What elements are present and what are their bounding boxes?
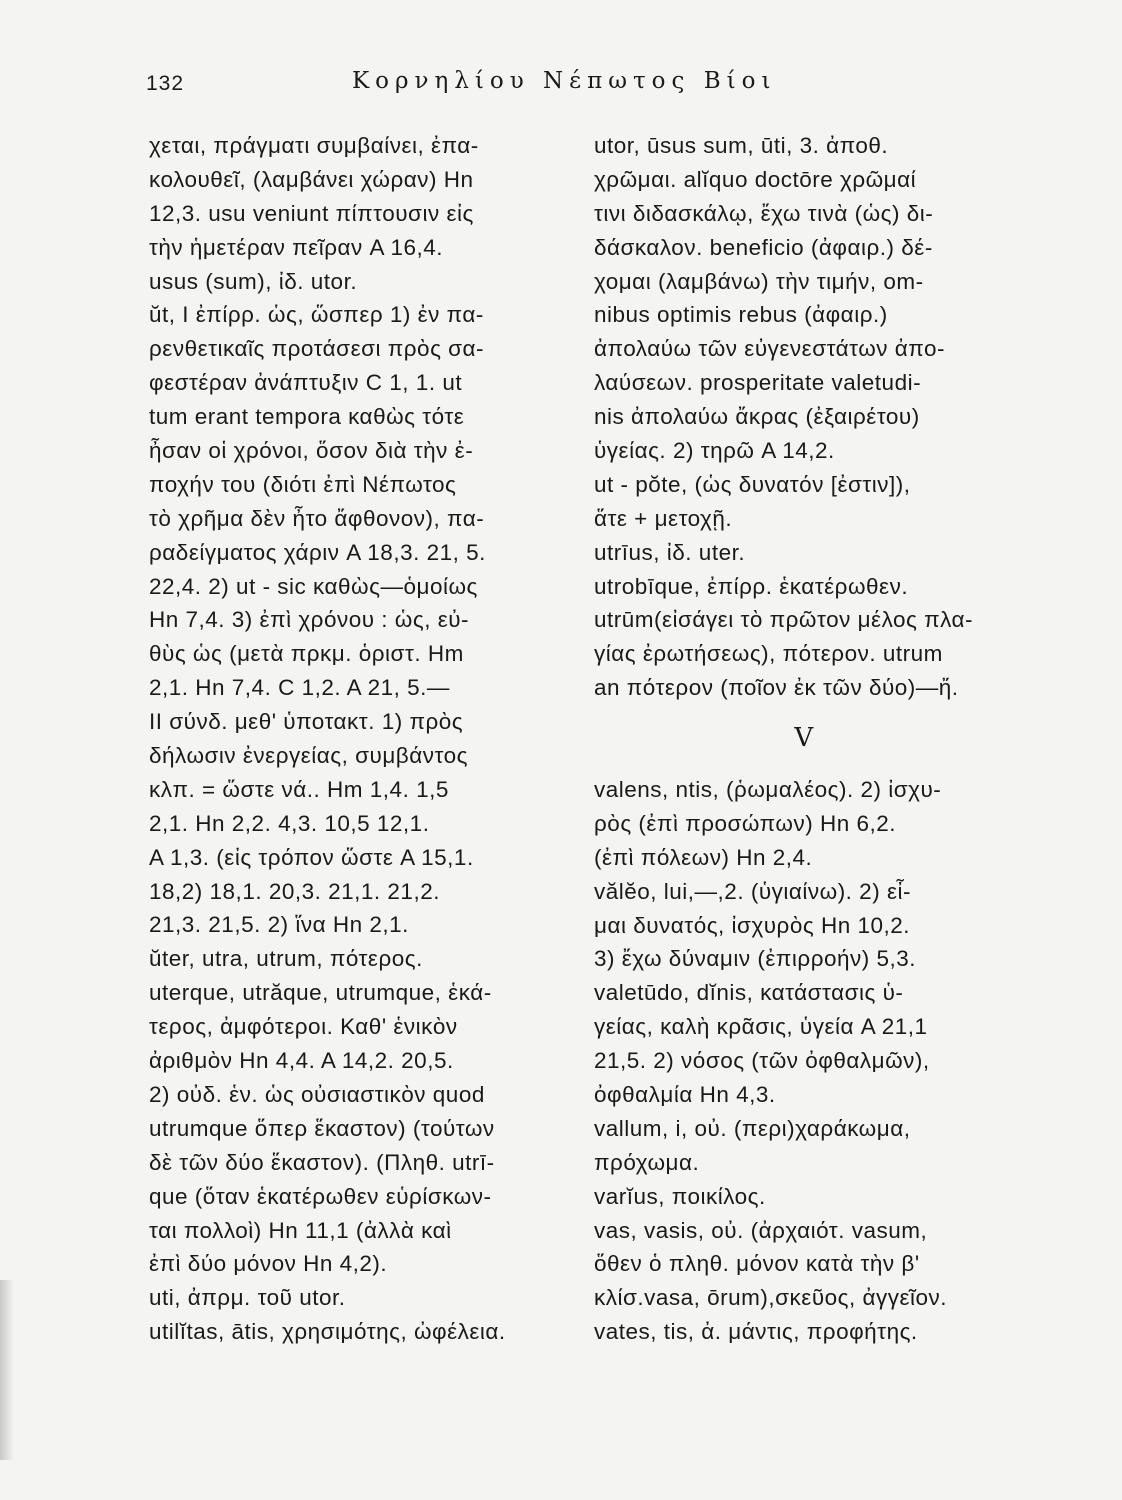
text-line: 2,1. Hn 2,2. 4,3. 10,5 12,1. bbox=[149, 810, 430, 836]
text-line: χεται, πράγματι συμβαίνει, ἐπα- bbox=[149, 133, 479, 158]
text-line: nibus optimis rebus (ἀφαιρ.) bbox=[594, 302, 888, 328]
text-line: ποχήν του (διότι ἐπὶ Νέπωτος bbox=[149, 471, 457, 497]
text-line: 12,3. usu veniunt πίπτουσιν εἰς bbox=[149, 200, 474, 226]
text-line: utrūm(εἰσάγει τὸ πρῶτον μέλος πλα- bbox=[594, 607, 974, 633]
text-line: valens, ntis, (ῥωμαλέος). 2) ἰσχυ- bbox=[594, 776, 942, 802]
text-line: ρενθετικαῖς προτάσεσι πρὸς σα- bbox=[149, 336, 485, 362]
text-line: 22,4. 2) ut - sic καθὼς—ὁμοίως bbox=[149, 573, 478, 599]
text-line: τὴν ἡμετέραν πεῖραν A 16,4. bbox=[149, 234, 444, 260]
text-line: τὸ χρῆμα δὲν ἦτο ἄφθονον), πα- bbox=[149, 505, 485, 531]
left-column bbox=[149, 129, 569, 1349]
text-line: χομαι (λαμβάνω) τὴν τιμήν, om- bbox=[594, 268, 924, 294]
text-line: II σύνδ. μεθ' ὑποτακτ. 1) πρὸς bbox=[149, 709, 464, 735]
text-line: θὺς ὡς (μετὰ πρκμ. ὁριστ. Hm bbox=[149, 641, 464, 667]
text-line: an πότερον (ποῖον ἐκ τῶν δύο)—ἤ. bbox=[594, 675, 959, 701]
text-line: ἀριθμὸν Hn 4,4. A 14,2. 20,5. bbox=[149, 1048, 454, 1074]
page-number: 132 bbox=[146, 72, 185, 95]
text-line: πρόχωμα. bbox=[594, 1149, 700, 1175]
right-column bbox=[594, 129, 1054, 1349]
text-line: γείας, καλὴ κρᾶσις, ὑγεία A 21,1 bbox=[594, 1014, 928, 1040]
text-line: δάσκαλον. beneficio (ἀφαιρ.) δέ- bbox=[594, 234, 933, 260]
text-line: utilĭtas, ātis, χρησιμότης, ὠφέλεια. bbox=[149, 1319, 506, 1345]
text-line: nis ἀπολαύω ἄκρας (ἐξαιρέτου) bbox=[594, 404, 920, 430]
text-line: κλπ. = ὥστε νά.. Hm 1,4. 1,5 bbox=[149, 776, 449, 802]
text-line: 2,1. Hn 7,4. C 1,2. A 21, 5.— bbox=[149, 675, 450, 701]
page-edge-shadow bbox=[0, 1280, 14, 1460]
text-line: uti, ἀπρμ. τοῦ utor. bbox=[149, 1285, 346, 1311]
text-line: ὀφθαλμία Hn 4,3. bbox=[594, 1081, 776, 1107]
text-line: κολουθεῖ, (λαμβάνει χώραν) Hn bbox=[149, 166, 474, 192]
text-line: ut - pŏte, (ὡς δυνατόν [ἐστιν]), bbox=[594, 471, 911, 497]
text-line: que (ὅταν ἑκατέρωθεν εὑρίσκων- bbox=[149, 1183, 492, 1209]
text-line: Hn 7,4. 3) ἐπὶ χρόνου : ὡς, εὐ- bbox=[149, 607, 470, 633]
text-line: δὲ τῶν δύο ἕκαστον). (Πληθ. utrī- bbox=[149, 1149, 495, 1175]
text-line: ραδείγματος χάριν A 18,3. 21, 5. bbox=[149, 539, 486, 565]
text-line: ται πολλοὶ) Hn 11,1 (ἀλλὰ καὶ bbox=[149, 1217, 452, 1243]
text-line: utrīus, ἰδ. uter. bbox=[594, 539, 746, 565]
section-letter-heading: V bbox=[794, 723, 814, 754]
text-line: usus (sum), ἰδ. utor. bbox=[149, 268, 358, 294]
text-line: δήλωσιν ἐνεργείας, συμβάντος bbox=[149, 743, 468, 769]
text-line: τινι διδασκάλῳ, ἔχω τινὰ (ὡς) δι- bbox=[594, 200, 934, 226]
text-line: ἦσαν οἱ χρόνοι, ὅσον διὰ τὴν ἐ- bbox=[149, 438, 474, 464]
text-line: 21,3. 21,5. 2) ἵνα Hn 2,1. bbox=[149, 912, 409, 938]
text-line: utrumque ὅπερ ἕκαστον) (τούτων bbox=[149, 1115, 495, 1141]
text-line: φεστέραν ἀνάπτυξιν C 1, 1. ut bbox=[149, 370, 463, 396]
text-line: ἅτε + μετοχῇ. bbox=[594, 505, 733, 531]
text-line: (ἐπὶ πόλεων) Hn 2,4. bbox=[594, 844, 813, 870]
text-line: μαι δυνατός, ἰσχυρὸς Hn 10,2. bbox=[594, 912, 911, 938]
text-line: vălĕo, lui,—,2. (ὑγιαίνω). 2) εἶ- bbox=[594, 878, 911, 904]
text-line: utrobīque, ἐπίρρ. ἑκατέρωθεν. bbox=[594, 573, 909, 599]
text-line: ὑγείας. 2) τηρῶ A 14,2. bbox=[594, 438, 835, 464]
text-line: 18,2) 18,1. 20,3. 21,1. 21,2. bbox=[149, 878, 440, 904]
text-line: ὅθεν ὁ πληθ. μόνον κατὰ τὴν β' bbox=[594, 1251, 920, 1277]
text-line: γίας ἐρωτήσεως), πότερον. utrum bbox=[594, 641, 943, 667]
running-title: Κορνηλίου Νέπωτος Βίοι bbox=[352, 68, 777, 94]
text-line: valetūdo, dĭnis, κατάστασις ὑ- bbox=[594, 980, 904, 1006]
text-line: uterque, utrăque, utrumque, ἑκά- bbox=[149, 980, 492, 1006]
text-line: varĭus, ποικίλος. bbox=[594, 1183, 766, 1209]
text-line: ρὸς (ἐπὶ προσώπων) Hn 6,2. bbox=[594, 810, 896, 836]
text-line: vallum, i, οὐ. (περι)χαράκωμα, bbox=[594, 1115, 911, 1141]
text-line: 2) οὐδ. ἑν. ὡς οὐσιαστικὸν quod bbox=[149, 1081, 485, 1107]
text-line: ŭter, utra, utrum, πότερος. bbox=[149, 946, 423, 972]
page-header bbox=[146, 62, 1046, 102]
text-line: χρῶμαι. alĭquo doctōre χρῶμαί bbox=[594, 166, 917, 192]
text-line: ἀπολαύω τῶν εὐγενεστάτων ἀπο- bbox=[594, 336, 946, 362]
text-line: A 1,3. (εἰς τρόπον ὥστε A 15,1. bbox=[149, 844, 474, 870]
text-line: λαύσεων. prosperitate valetudi- bbox=[594, 370, 922, 396]
text-line: vas, vasis, οὐ. (ἀρχαιότ. vasum, bbox=[594, 1217, 928, 1243]
text-line: tum erant tempora καθὼς τότε bbox=[149, 404, 465, 430]
text-line: ἐπὶ δύο μόνον Hn 4,2). bbox=[149, 1251, 388, 1277]
text-line: utor, ūsus sum, ūti, 3. ἀποθ. bbox=[594, 133, 889, 158]
text-line: vates, tis, ἀ. μάντις, προφήτης. bbox=[594, 1319, 918, 1345]
text-line: 3) ἔχω δύναμιν (ἐπιρροήν) 5,3. bbox=[594, 946, 917, 972]
text-line: ŭt, I ἐπίρρ. ὡς, ὥσπερ 1) ἐν πα- bbox=[149, 302, 484, 328]
text-line: 21,5. 2) νόσος (τῶν ὀφθαλμῶν), bbox=[594, 1048, 930, 1074]
text-line: τερος, ἀμφότεροι. Καθ' ἑνικὸν bbox=[149, 1014, 458, 1040]
text-line: κλίσ.vasa, ōrum),σκεῦος, ἀγγεῖον. bbox=[594, 1285, 948, 1311]
